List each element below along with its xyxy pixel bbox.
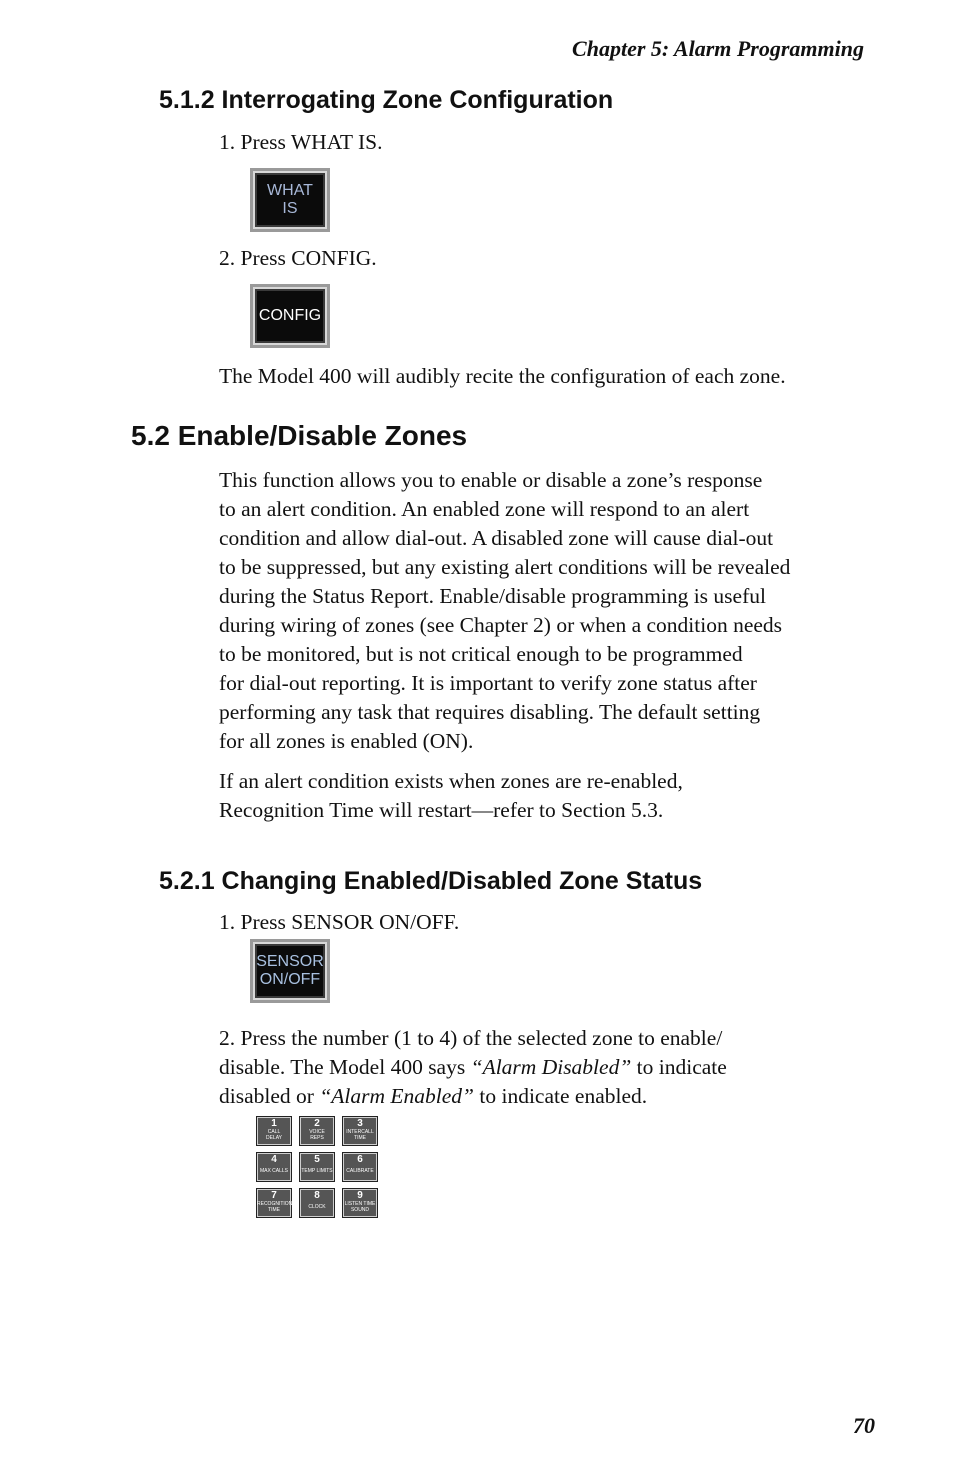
paragraph-line: for dial-out reporting. It is important to verify zone status after [219,671,757,695]
recognition-paragraph [219,767,899,825]
key-label-line: REPS [310,1135,324,1141]
key-label: CONFIG [258,307,322,324]
key-label-line: IS [282,200,298,217]
key-label-line: SENSOR [256,953,324,970]
key-label-line: ON/OFF [259,971,321,988]
key-number: 6 [357,1154,363,1165]
key-number: 9 [357,1190,363,1201]
key-label-line: TEMP LIMITS [301,1168,333,1174]
text-run: to indicate enabled. [474,1084,648,1108]
key-label-line: VOICE [309,1129,325,1135]
chapter-header: Chapter 5: Alarm Programming [572,36,864,61]
step-press-what-is: 1. Press WHAT IS. [219,130,383,154]
config-key-icon [250,284,330,348]
config-note: The Model 400 will audibly recite the configuration of each zone. [219,364,786,388]
paragraph-line: to be monitored, but is not critical enough to be programmed [219,642,743,666]
page-number: 70 [853,1413,875,1438]
key-label-line: INTERCALL [346,1129,374,1135]
key-number: 7 [271,1190,277,1201]
keypad-key-9 [342,1188,378,1218]
section-heading-5-1-2: 5.1.2 Interrogating Zone Configuration [159,86,614,114]
section-heading-5-2-1: 5.2.1 Changing Enabled/Disabled Zone Status [159,867,703,895]
key-label-line: DELAY [265,1135,283,1141]
key-number: 1 [271,1118,277,1129]
paragraph-line [219,1082,899,1111]
paragraph-line: This function allows you to enable or disable a zone’s response [219,468,763,492]
keypad-key-4 [256,1152,292,1182]
paragraph-line [219,1053,899,1082]
key-label-line: RECOGNITION [257,1201,293,1207]
paragraph-line: to be suppressed, but any existing alert conditions will be revealed [219,555,791,579]
step-press-sensor: 1. Press SENSOR ON/OFF. [219,910,460,934]
alarm-disabled-phrase: “Alarm Disabled” [470,1055,632,1079]
key-label-line: LISTEN TIME [344,1201,376,1207]
key-number: 5 [314,1154,320,1165]
keypad-key-1 [256,1116,292,1146]
step-press-config: 2. Press CONFIG. [219,246,377,270]
paragraph-line: performing any task that requires disabling. The default setting [219,700,761,724]
paragraph-line: 2. Press the number (1 to 4) of the selected zone to enable/ [219,1026,723,1050]
keypad-key-7 [256,1188,292,1218]
paragraph-line: Recognition Time will restart—refer to Section 5.3. [219,798,664,822]
key-number: 3 [357,1118,363,1129]
step-press-number [219,1024,899,1111]
paragraph-line: for all zones is enabled (ON). [219,729,474,753]
key-label-line: SOUND [350,1207,370,1213]
what-is-key-icon [250,168,330,232]
text-run: to indicate [631,1055,727,1079]
keypad-key-3 [342,1116,378,1146]
key-label-line: CALL [267,1129,281,1135]
paragraph-line: during wiring of zones (see Chapter 2) or when a condition needs [219,613,783,637]
paragraph-line: during the Status Report. Enable/disable programming is useful [219,584,766,608]
keypad-key-2 [299,1116,335,1146]
sensor-on-off-key-icon [250,939,330,1003]
paragraph-line: condition and allow dial-out. A disabled zone will cause dial-out [219,526,774,550]
section-heading-5-2: 5.2 Enable/Disable Zones [131,420,468,451]
enable-disable-paragraph [219,466,899,756]
key-label-line: CALIBRATE [346,1168,374,1174]
key-label-line: CLOCK [308,1204,326,1210]
keypad-key-5 [299,1152,335,1182]
key-label-line: TIME [268,1207,280,1213]
keypad-icon [256,1116,382,1220]
key-label-line: WHAT [267,182,313,199]
key-label-line: TIME [354,1135,366,1141]
paragraph-line: to an alert condition. An enabled zone will respond to an alert [219,497,750,521]
key-number: 8 [314,1190,320,1201]
text-run: disable. The Model 400 says [219,1055,471,1079]
key-label-line: MAX CALLS [259,1168,289,1174]
keypad-key-6 [342,1152,378,1182]
text-run: disabled or [219,1084,320,1108]
alarm-enabled-phrase: “Alarm Enabled” [319,1084,475,1108]
paragraph-line: If an alert condition exists when zones are re-enabled, [219,769,683,793]
keypad-key-8 [299,1188,335,1218]
key-number: 4 [271,1154,277,1165]
key-number: 2 [314,1118,320,1129]
